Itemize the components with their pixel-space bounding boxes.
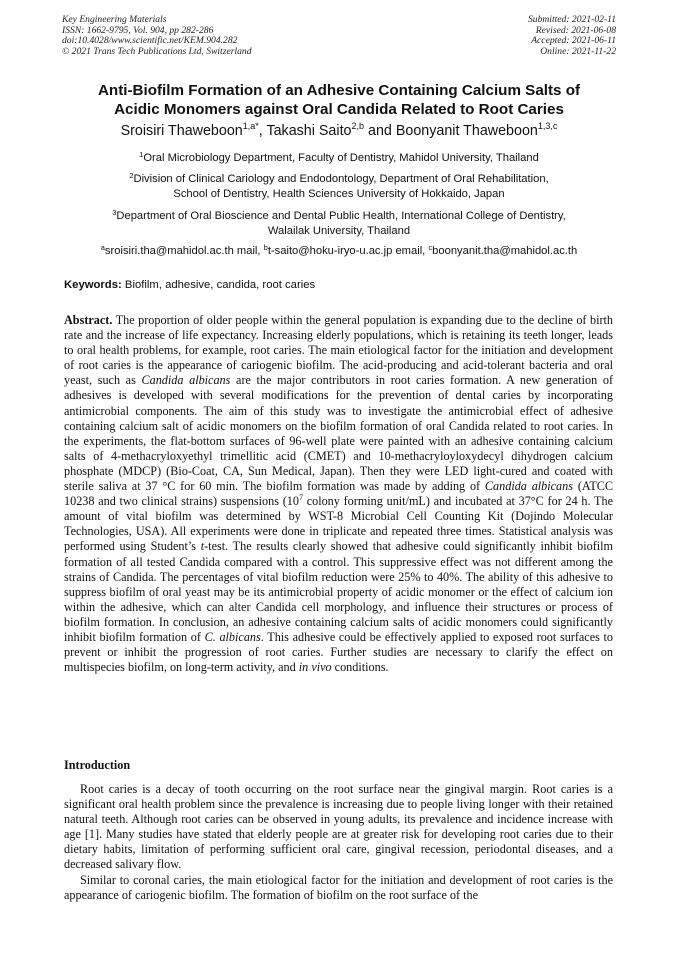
email-address[interactable]: sroisiri.tha@mahidol.ac.th mail, [104, 245, 264, 257]
author-separator: and [364, 123, 396, 139]
abstract-italic: in vivo [298, 660, 332, 675]
abstract-text: The proportion of older people within the general population is expanding due to the decline of birth rate and the increase of life expectancy. Increasing elderly populations, which is retaining its teeth longer, leads to oral health problems, for example, root caries. The main etiological factor for the initiation and development of root caries is the appearance of cariogenic biofilm. The acid-producing and acid-tolerant bacteria and oral yeast, such as [64, 313, 613, 388]
email-marker: b [263, 243, 268, 252]
keywords-label: Keywords: [64, 279, 122, 291]
keywords-text: Biofilm, adhesive, candida, root caries [124, 279, 316, 291]
affiliation-text: Department of Oral Bioscience and Dental Public Health, International College of Dentistry, [116, 210, 566, 222]
abstract [64, 313, 613, 675]
introduction-paragraph: Similar to coronal caries, the main etiological factor for the initiation and development of root caries is the appearance of cariogenic biofilm. The formation of biofilm on the root surface of the [64, 872, 613, 902]
affiliation-text: Division of Clinical Cariology and Endodontology, Department of Oral Rehabilitation, [133, 173, 549, 185]
abstract-italic: t [200, 539, 205, 554]
paper-title [40, 81, 638, 119]
abstract-species-name: Candida albicans [484, 479, 573, 494]
author-emails [30, 244, 648, 259]
keywords [64, 278, 624, 293]
email-marker: a [100, 243, 105, 252]
title-line-1: Anti-Biofilm Formation of an Adhesive Containing Calcium Salts of [97, 82, 581, 99]
publication-dates [528, 15, 616, 57]
author-name: Sroisiri Thaweboon [120, 123, 243, 139]
abstract-text: are the major contributors in root caries formation. A new generation of adhesives is developed with several modifications for the prevention of dental caries by incorporating antimicrobial components. The aim of this study was to investigate the antimicrobial effect of adhesive containing calcium salt of acidic monomers on the biofilm formation of oral Candida related to root caries. In the experiments, the flat-bottom surfaces of 96-well plate were painted with an adhesive containing calcium salts of 4-methacryloxyethyl trimellitic acid (CMET) and 10-methacryloyloxydecyl dihydrogen calcium phosphate (MDCP) (Bio-Coat, CA, Sun Medical, Japan). Then they were LED light-cured and coated with sterile saliva at 37 °C for 60 min. The biofilm formation was made by adding of [64, 373, 614, 494]
author-separator: , [258, 123, 267, 139]
title-line-2: Acidic Monomers against Oral Candida Related to Root Caries [114, 101, 564, 118]
journal-info [62, 15, 252, 57]
email-marker: c [428, 243, 433, 252]
affiliation-marker: 2 [129, 171, 134, 180]
abstract-species-name: Candida albicans [141, 373, 231, 388]
abstract-text: conditions. [334, 660, 389, 675]
author-affiliation-marker: 1,3,c [537, 121, 558, 131]
journal-issn: ISSN: 1662-9795, Vol. 904, pp 282-286 [62, 24, 214, 36]
abstract-text: colony forming unit/mL) and incubated at 37°C for 24 h. The amount of vital biofilm was determined by WST-8 Microbial Cell Counting Kit (Dojindo Molecular Technologies, USA). All experiments were done in triplicate and repeated three times. Statistical analysis was performed using Student’s [64, 494, 613, 554]
abstract-text: (ATCC 10238 and two clinical strains) suspensions (10 [64, 479, 614, 509]
author-list [30, 122, 648, 140]
introduction-body [64, 782, 613, 903]
journal-doi[interactable]: doi:10.4028/www.scientific.net/KEM.904.282 [62, 35, 238, 47]
affiliation-text: Walailak University, Thailand [267, 225, 411, 237]
affiliation-text: School of Dentistry, Health Sciences University of Hokkaido, Japan [173, 188, 505, 200]
affiliation-2 [30, 172, 648, 202]
affiliation-marker: 3 [112, 208, 117, 217]
affiliation-3 [30, 209, 648, 239]
affiliation-text: Oral Microbiology Department, Faculty of Dentistry, Mahidol University, Thailand [143, 152, 539, 164]
introduction-paragraph: Root caries is a decay of tooth occurring on the root surface near the gingival margin. Root caries is a significant oral health problem since the prevalence is increasing due to people living longer with their retained natural teeth. Although root caries can be observed in young adults, its prevalence and incidence increase with age [1]. Many studies have stated that elderly people are at greater risk for developing root caries due to their dietary habits, limitation of performing sufficient oral care, gingival recession, periodontal diseases, and a decreased salivary flow. [64, 782, 613, 872]
author-affiliation-marker: 1,a* [242, 121, 259, 131]
author-name: Takashi Saito [266, 123, 352, 139]
date-submitted: Submitted: 2021-02-11 [527, 14, 616, 25]
section-heading-introduction: Introduction [64, 758, 131, 772]
abstract-label: Abstract. [64, 313, 113, 327]
author-name: Boonyanit Thaweboon [395, 123, 538, 139]
abstract-text: . This adhesive could be effectively applied to exposed root surfaces to prevent or inhibit the progression of root caries. Further studies are necessary to clarify the effect on multispecies biofilm, on long-term activity, and [64, 629, 614, 675]
affiliation-1 [30, 151, 648, 166]
journal-copyright: © 2021 Trans Tech Publications Ltd, Switzerland [62, 45, 252, 57]
affiliation-marker: 1 [139, 150, 144, 159]
email-address[interactable]: boonyanit.tha@mahidol.ac.th [432, 245, 578, 257]
abstract-exponent: 7 [298, 493, 303, 503]
journal-name: Key Engineering Materials [62, 14, 167, 25]
date-accepted: Accepted: 2021-06-11 [531, 35, 616, 47]
abstract-text: -test. The results clearly showed that adhesive could significantly inhibit biofilm formation of all tested Candida compared with a control. This suppressive effect was not different among the strains of Candida. The percentages of vital biofilm reduction were 25% to 40%. The ability of this adhesive to suppress biofilm of oral yeast may be its antimicrobial property of acidic monomer or the effect of calcium ion within the adhesive, which can alter Candida cell morphology, and influence their structures or process of biofilm formation. In conclusion, an adhesive containing calcium salts of acidic monomers could significantly inhibit biofilm formation of [64, 539, 613, 644]
date-online: Online: 2021-11-22 [540, 45, 616, 57]
abstract-species-name: C. albicans [204, 629, 261, 644]
date-revised: Revised: 2021-06-08 [535, 24, 616, 36]
author-affiliation-marker: 2,b [351, 121, 365, 131]
email-address[interactable]: t-saito@hoku-iryo-u.ac.jp email, [267, 245, 429, 257]
